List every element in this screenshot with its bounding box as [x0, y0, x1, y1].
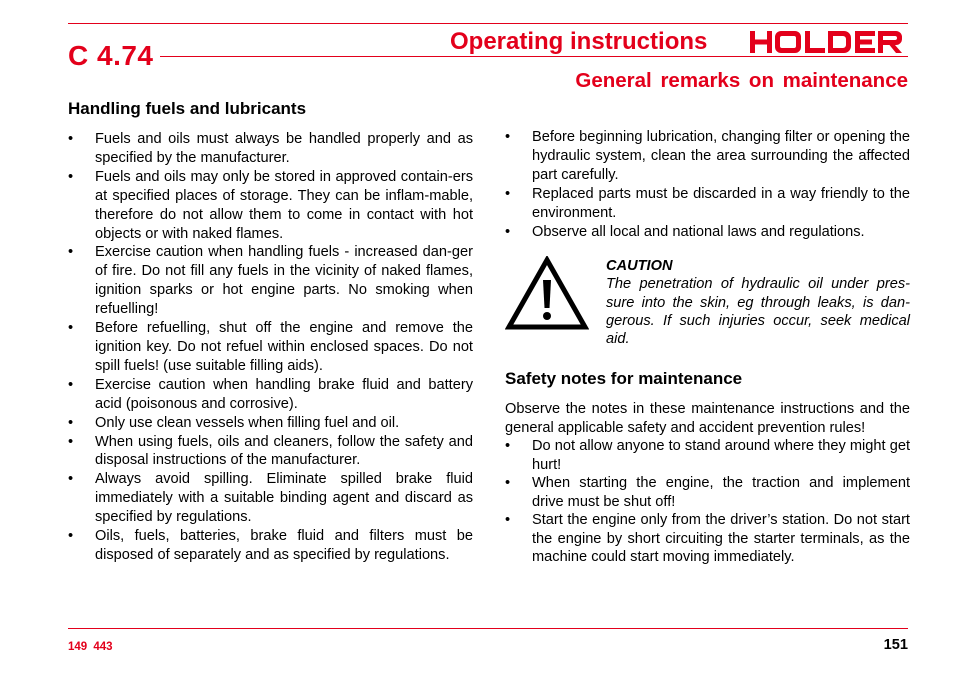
- bullet-icon: •: [68, 471, 74, 488]
- list-item-text: Start the engine only from the driver’s station. Do not start the engine by short circuiting the starter terminals, as the machine could start moving immediately.: [532, 512, 910, 565]
- bullet-icon: •: [505, 475, 511, 491]
- page-number: 151: [883, 637, 908, 653]
- list-item-text: Replaced parts must be discarded in a way friendly to the environment.: [532, 185, 910, 221]
- bullet-icon: •: [505, 129, 511, 145]
- holder-logo: [748, 28, 904, 56]
- list-item: [68, 433, 473, 471]
- list-item: [68, 376, 473, 414]
- bullet-icon: •: [505, 438, 511, 454]
- list-item-text: When starting the engine, the traction and implement drive must be shut off!: [532, 475, 910, 510]
- warning-triangle-icon: [505, 256, 589, 332]
- list-item-text: Exercise caution when handling brake fluid and battery acid (poisonous and corrosive).: [95, 376, 473, 412]
- bullet-icon: •: [68, 433, 74, 450]
- safety-notes-list: [505, 437, 910, 567]
- list-item-text: Always avoid spilling. Eliminate spilled brake fluid immediately with a suitable binding agent and discard as specified by regulations.: [95, 471, 473, 526]
- bullet-icon: •: [68, 320, 74, 337]
- list-item: [505, 223, 910, 242]
- document-title: Operating instructions: [450, 28, 708, 55]
- list-item-text: Observe all local and national laws and regulations.: [532, 223, 865, 240]
- list-item-text: Oils, fuels, batteries, brake fluid and filters must be disposed of separately and as specified by regulations.: [95, 528, 473, 563]
- list-item: [68, 243, 473, 319]
- right-column: [505, 128, 910, 241]
- bullet-icon: •: [68, 131, 74, 147]
- fuels-lubricants-heading: Handling fuels and lubricants: [68, 99, 307, 118]
- left-column: [68, 98, 473, 565]
- list-item: [505, 437, 910, 474]
- bullet-icon: •: [68, 244, 74, 261]
- caution-text-block: [606, 257, 910, 348]
- safety-notes-intro: Observe the notes in these maintenance instructions and the general applicable safety and accident prevention rules!: [505, 401, 910, 436]
- list-item-text: Before refuelling, shut off the engine and remove the ignition key. Do not refuel within enclosed spaces. Do not spill fuels! (use suitable filling aids).: [95, 320, 473, 374]
- list-item: [68, 527, 473, 565]
- caution-box: [505, 254, 910, 354]
- list-item-text: Before beginning lubrication, changing filter or opening the hydraulic system, clean the area surrounding the affected part carefully.: [532, 129, 910, 183]
- list-item: [505, 511, 910, 567]
- caution-label: CAUTION: [606, 258, 673, 274]
- fuels-lubricants-list: [68, 130, 473, 565]
- chapter-title: General remarks on maintenance: [575, 69, 908, 92]
- bullet-icon: •: [505, 512, 511, 528]
- list-item-text: Fuels and oils may only be stored in approved contain-ers at specified places of storage. They can be inflam-mable, therefore do not allow them to come in contact with hot objects or with naked flames.: [95, 168, 473, 242]
- bullet-icon: •: [68, 376, 74, 393]
- list-item: [505, 128, 910, 185]
- document-number: 149 443: [68, 641, 113, 653]
- section-code: C 4.74: [68, 40, 154, 71]
- list-item-text: Only use clean vessels when filling fuel and oil.: [95, 414, 400, 431]
- list-item: [68, 130, 473, 168]
- list-item: [505, 474, 910, 511]
- safety-notes-heading: Safety notes for maintenance: [505, 369, 743, 388]
- header-top-rule: [68, 23, 908, 24]
- caution-message: The penetration of hydraulic oil under pres-sure into the skin, eg through leaks, is dan-gerous. If such injuries occur, seek medical aid.: [606, 276, 910, 348]
- list-item-text: When using fuels, oils and cleaners, follow the safety and disposal instructions of the manufacturer.: [95, 433, 473, 469]
- cleaning-disposal-list: [505, 128, 910, 241]
- bullet-icon: •: [68, 414, 74, 431]
- safety-notes-section: [505, 368, 910, 567]
- list-item: [505, 185, 910, 223]
- bullet-icon: •: [505, 185, 511, 202]
- bullet-icon: •: [68, 168, 74, 185]
- list-item-text: Fuels and oils must always be handled properly and as specified by the manufacturer.: [95, 131, 473, 166]
- list-item: [68, 319, 473, 376]
- list-item: [68, 470, 473, 527]
- bullet-icon: •: [505, 223, 511, 240]
- list-item-text: Exercise caution when handling fuels - increased dan-ger of fire. Do not fill any fuels in the vicinity of naked flames, ignition sparks or hot engine parts. No smoking when refuelling!: [95, 244, 473, 318]
- list-item: [68, 168, 473, 244]
- list-item-text: Do not allow anyone to stand around where they might get hurt!: [532, 438, 910, 473]
- list-item: [68, 414, 473, 433]
- bullet-icon: •: [68, 528, 74, 545]
- footer-rule: [68, 628, 908, 629]
